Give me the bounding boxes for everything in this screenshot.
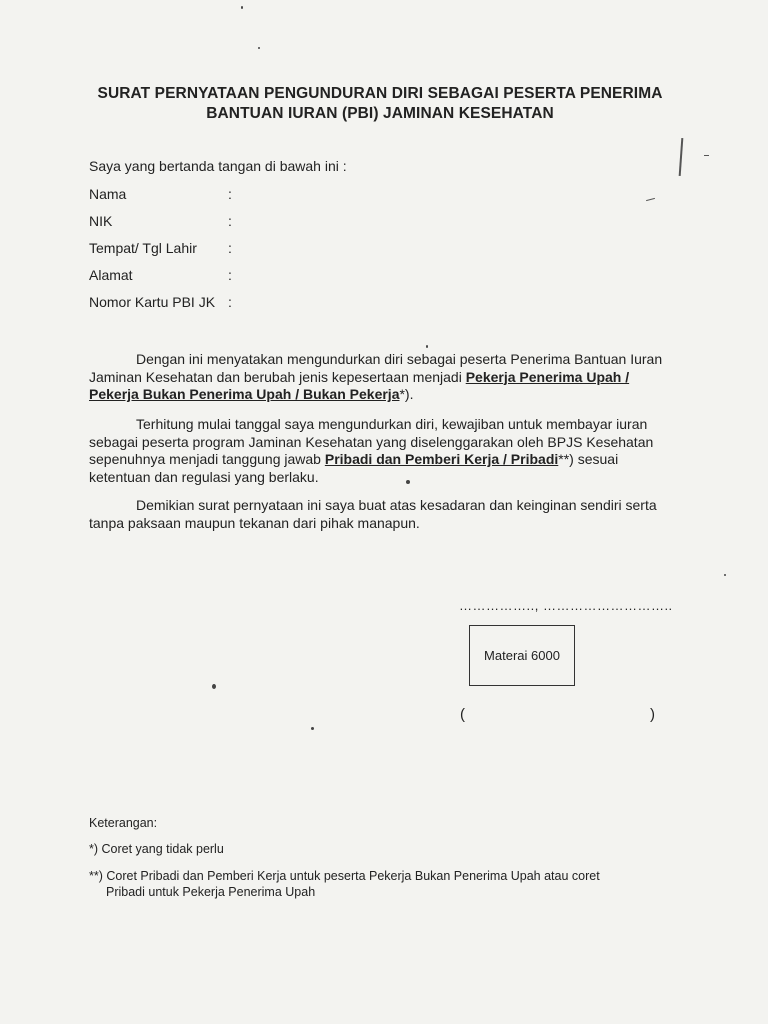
note-item-1: *) Coret yang tidak perlu bbox=[89, 842, 224, 856]
scan-mark bbox=[704, 155, 709, 156]
signature-paren-open: ( bbox=[460, 706, 465, 723]
field-label: Nama bbox=[89, 186, 127, 202]
field-label: NIK bbox=[89, 213, 113, 229]
paragraph-text: sepenuhnya menjadi tanggung jawab bbox=[89, 451, 325, 467]
emphasis-text: Pekerja Bukan Penerima Upah / Bukan Pekerja bbox=[89, 386, 400, 402]
statement-paragraph bbox=[89, 351, 679, 404]
paragraph-line: Demikian surat pernyataan ini saya buat atas kesadaran dan keinginan sendiri serta bbox=[136, 497, 657, 513]
paragraph-line: sebagai peserta program Jaminan Kesehatan yang diselenggarakan oleh BPJS Kesehatan bbox=[89, 433, 654, 450]
paragraph-text: *). bbox=[399, 386, 414, 402]
scan-speck bbox=[426, 345, 428, 348]
field-colon: : bbox=[228, 294, 232, 310]
paragraph-line bbox=[89, 451, 679, 469]
field-colon: : bbox=[228, 240, 232, 256]
title-line-2: BANTUAN IURAN (PBI) JAMINAN KESEHATAN bbox=[206, 105, 554, 122]
emphasis-text: Pribadi dan Pemberi Kerja / Pribadi bbox=[324, 451, 559, 467]
scan-speck bbox=[724, 574, 726, 576]
paragraph-text: **) sesuai bbox=[558, 451, 619, 467]
closing-paragraph bbox=[89, 497, 679, 532]
signature-paren-close: ) bbox=[650, 706, 655, 723]
scan-speck bbox=[241, 6, 243, 9]
field-label: Nomor Kartu PBI JK bbox=[89, 294, 216, 310]
paragraph-line bbox=[89, 369, 679, 387]
paragraph-text: Jaminan Kesehatan dan berubah jenis kepesertaan menjadi bbox=[89, 368, 466, 385]
document-title bbox=[60, 84, 700, 124]
scan-speck bbox=[212, 684, 216, 689]
obligation-paragraph bbox=[89, 416, 679, 486]
scan-speck bbox=[311, 727, 314, 730]
note-line: **) Coret Pribadi dan Pemberi Kerja untuk peserta Pekerja Bukan Penerima Upah atau coret bbox=[89, 869, 600, 883]
paragraph-line: ketentuan dan regulasi yang berlaku. bbox=[89, 468, 319, 485]
scan-mark bbox=[679, 138, 683, 176]
scan-mark bbox=[646, 198, 655, 201]
paragraph-line: Dengan ini menyatakan mengundurkan diri sebagai peserta Penerima Bantuan Iuran bbox=[136, 351, 663, 367]
field-label: Alamat bbox=[89, 267, 133, 283]
field-colon: : bbox=[228, 267, 232, 283]
note-item-2 bbox=[89, 868, 600, 900]
scan-speck bbox=[406, 480, 410, 484]
title-line-1: SURAT PERNYATAAN PENGUNDURAN DIRI SEBAGAI PESERTA PENERIMA bbox=[97, 85, 663, 102]
materai-stamp-box bbox=[469, 625, 575, 686]
paragraph-line: Terhitung mulai tanggal saya mengundurkan diri, kewajiban untuk membayar iuran bbox=[136, 416, 648, 432]
place-date-line: …………….., ……………………….. bbox=[459, 598, 673, 613]
paragraph-line: tanpa paksaan maupun tekanan dari pihak manapun. bbox=[89, 514, 420, 531]
notes-heading: Keterangan: bbox=[89, 816, 158, 830]
scan-speck bbox=[258, 47, 260, 49]
note-line: Pribadi untuk Pekerja Penerima Upah bbox=[106, 885, 316, 899]
emphasis-text: Pekerja Penerima Upah / bbox=[465, 368, 630, 385]
paragraph-line bbox=[89, 386, 679, 404]
field-colon: : bbox=[228, 186, 232, 202]
field-label: Tempat/ Tgl Lahir bbox=[89, 240, 197, 256]
materai-label: Materai 6000 bbox=[484, 648, 560, 663]
field-colon: : bbox=[228, 213, 232, 229]
intro-text: Saya yang bertanda tangan di bawah ini : bbox=[89, 158, 347, 174]
